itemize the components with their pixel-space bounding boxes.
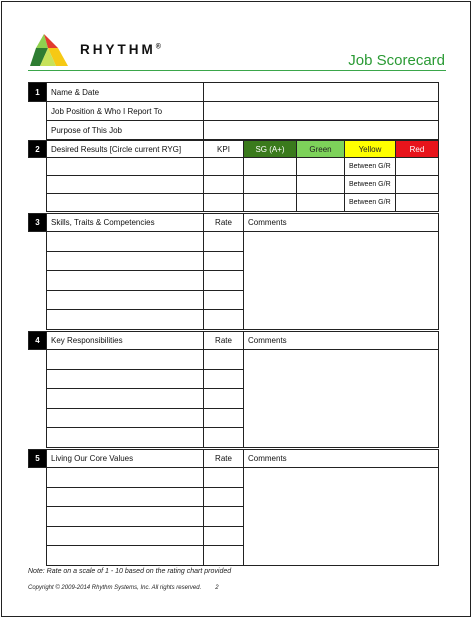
rhythm-logo-icon [28,32,70,68]
spacer-cell [29,408,47,428]
section-5-table [28,449,439,566]
red-field[interactable] [396,194,439,212]
responsibility-field[interactable] [47,350,204,370]
page-number: 2 [215,585,219,591]
rate-field[interactable] [204,290,244,310]
rating-note: Note: Rate on a scale of 1 - 10 based on the rating chart provided [28,568,232,575]
brand-text: RHYTHM [80,42,156,57]
section-number: 5 [29,450,47,468]
rate-field[interactable] [204,487,244,507]
key-responsibilities-label: Key Responsibilities [47,332,204,350]
section-number: 3 [29,214,47,232]
comments-header: Comments [244,214,439,232]
spacer-cell [29,121,47,140]
spacer-cell [29,546,47,566]
skill-field[interactable] [47,290,204,310]
skill-field[interactable] [47,310,204,330]
result-field[interactable] [47,158,204,176]
comments-header: Comments [244,450,439,468]
spacer-cell [29,102,47,121]
spacer-cell [29,526,47,546]
spacer-cell [29,507,47,527]
skill-field[interactable] [47,232,204,252]
spacer-cell [29,468,47,488]
header-divider [28,70,446,71]
rate-field[interactable] [204,310,244,330]
spacer-cell [29,176,47,194]
spacer-cell [29,251,47,271]
spacer-cell [29,232,47,252]
responsibility-field[interactable] [47,408,204,428]
name-date-label: Name & Date [47,83,204,102]
rate-field[interactable] [204,369,244,389]
section-4-table [28,331,439,448]
desired-results-label: Desired Results [Circle current RYG] [47,141,204,158]
sg-field[interactable] [244,176,297,194]
kpi-header: KPI [204,141,244,158]
rate-field[interactable] [204,526,244,546]
rate-field[interactable] [204,251,244,271]
spacer-cell [29,310,47,330]
spacer-cell [29,389,47,409]
red-field[interactable] [396,176,439,194]
copyright-line [28,585,219,591]
purpose-label: Purpose of This Job [47,121,204,140]
name-date-field[interactable] [204,83,439,102]
core-values-label: Living Our Core Values [47,450,204,468]
green-field[interactable] [297,194,345,212]
rate-header: Rate [204,214,244,232]
yellow-between-label: Between G/R [345,158,396,176]
spacer-cell [29,194,47,212]
value-field[interactable] [47,546,204,566]
spacer-cell [29,158,47,176]
comments-header: Comments [244,332,439,350]
yellow-between-label: Between G/R [345,176,396,194]
brand-name [80,42,161,57]
purpose-field[interactable] [204,121,439,140]
value-field[interactable] [47,487,204,507]
section-number: 1 [29,83,47,102]
skill-field[interactable] [47,271,204,291]
section-3-table [28,213,439,330]
rate-field[interactable] [204,350,244,370]
green-header: Green [297,141,345,158]
rate-field[interactable] [204,428,244,448]
registered-mark: ® [155,43,161,51]
rate-header: Rate [204,450,244,468]
result-field[interactable] [47,176,204,194]
job-position-field[interactable] [204,102,439,121]
comments-field[interactable] [244,468,439,566]
yellow-header: Yellow [345,141,396,158]
kpi-field[interactable] [204,158,244,176]
section-number: 4 [29,332,47,350]
value-field[interactable] [47,468,204,488]
sg-field[interactable] [244,194,297,212]
spacer-cell [29,369,47,389]
red-header: Red [396,141,439,158]
spacer-cell [29,271,47,291]
comments-field[interactable] [244,350,439,448]
sg-field[interactable] [244,158,297,176]
rate-field[interactable] [204,468,244,488]
job-position-label: Job Position & Who I Report To [47,102,204,121]
section-2-table [28,140,439,212]
section-1-table [28,82,439,140]
rate-field[interactable] [204,507,244,527]
spacer-cell [29,350,47,370]
spacer-cell [29,428,47,448]
rate-field[interactable] [204,408,244,428]
red-field[interactable] [396,158,439,176]
green-field[interactable] [297,176,345,194]
responsibility-field[interactable] [47,369,204,389]
rate-header: Rate [204,332,244,350]
responsibility-field[interactable] [47,389,204,409]
spacer-cell [29,487,47,507]
copyright-text: Copyright © 2009-2014 Rhythm Systems, Inc. All rights reserved. [28,585,202,591]
comments-field[interactable] [244,232,439,330]
value-field[interactable] [47,507,204,527]
document-title: Job Scorecard [348,52,445,69]
rate-field[interactable] [204,389,244,409]
kpi-field[interactable] [204,176,244,194]
skill-field[interactable] [47,251,204,271]
green-field[interactable] [297,158,345,176]
rate-field[interactable] [204,271,244,291]
result-field[interactable] [47,194,204,212]
yellow-between-label: Between G/R [345,194,396,212]
rate-field[interactable] [204,232,244,252]
section-number: 2 [29,141,47,158]
skills-label: Skills, Traits & Competencies [47,214,204,232]
value-field[interactable] [47,526,204,546]
sg-header: SG (A+) [244,141,297,158]
spacer-cell [29,290,47,310]
rate-field[interactable] [204,546,244,566]
kpi-field[interactable] [204,194,244,212]
responsibility-field[interactable] [47,428,204,448]
